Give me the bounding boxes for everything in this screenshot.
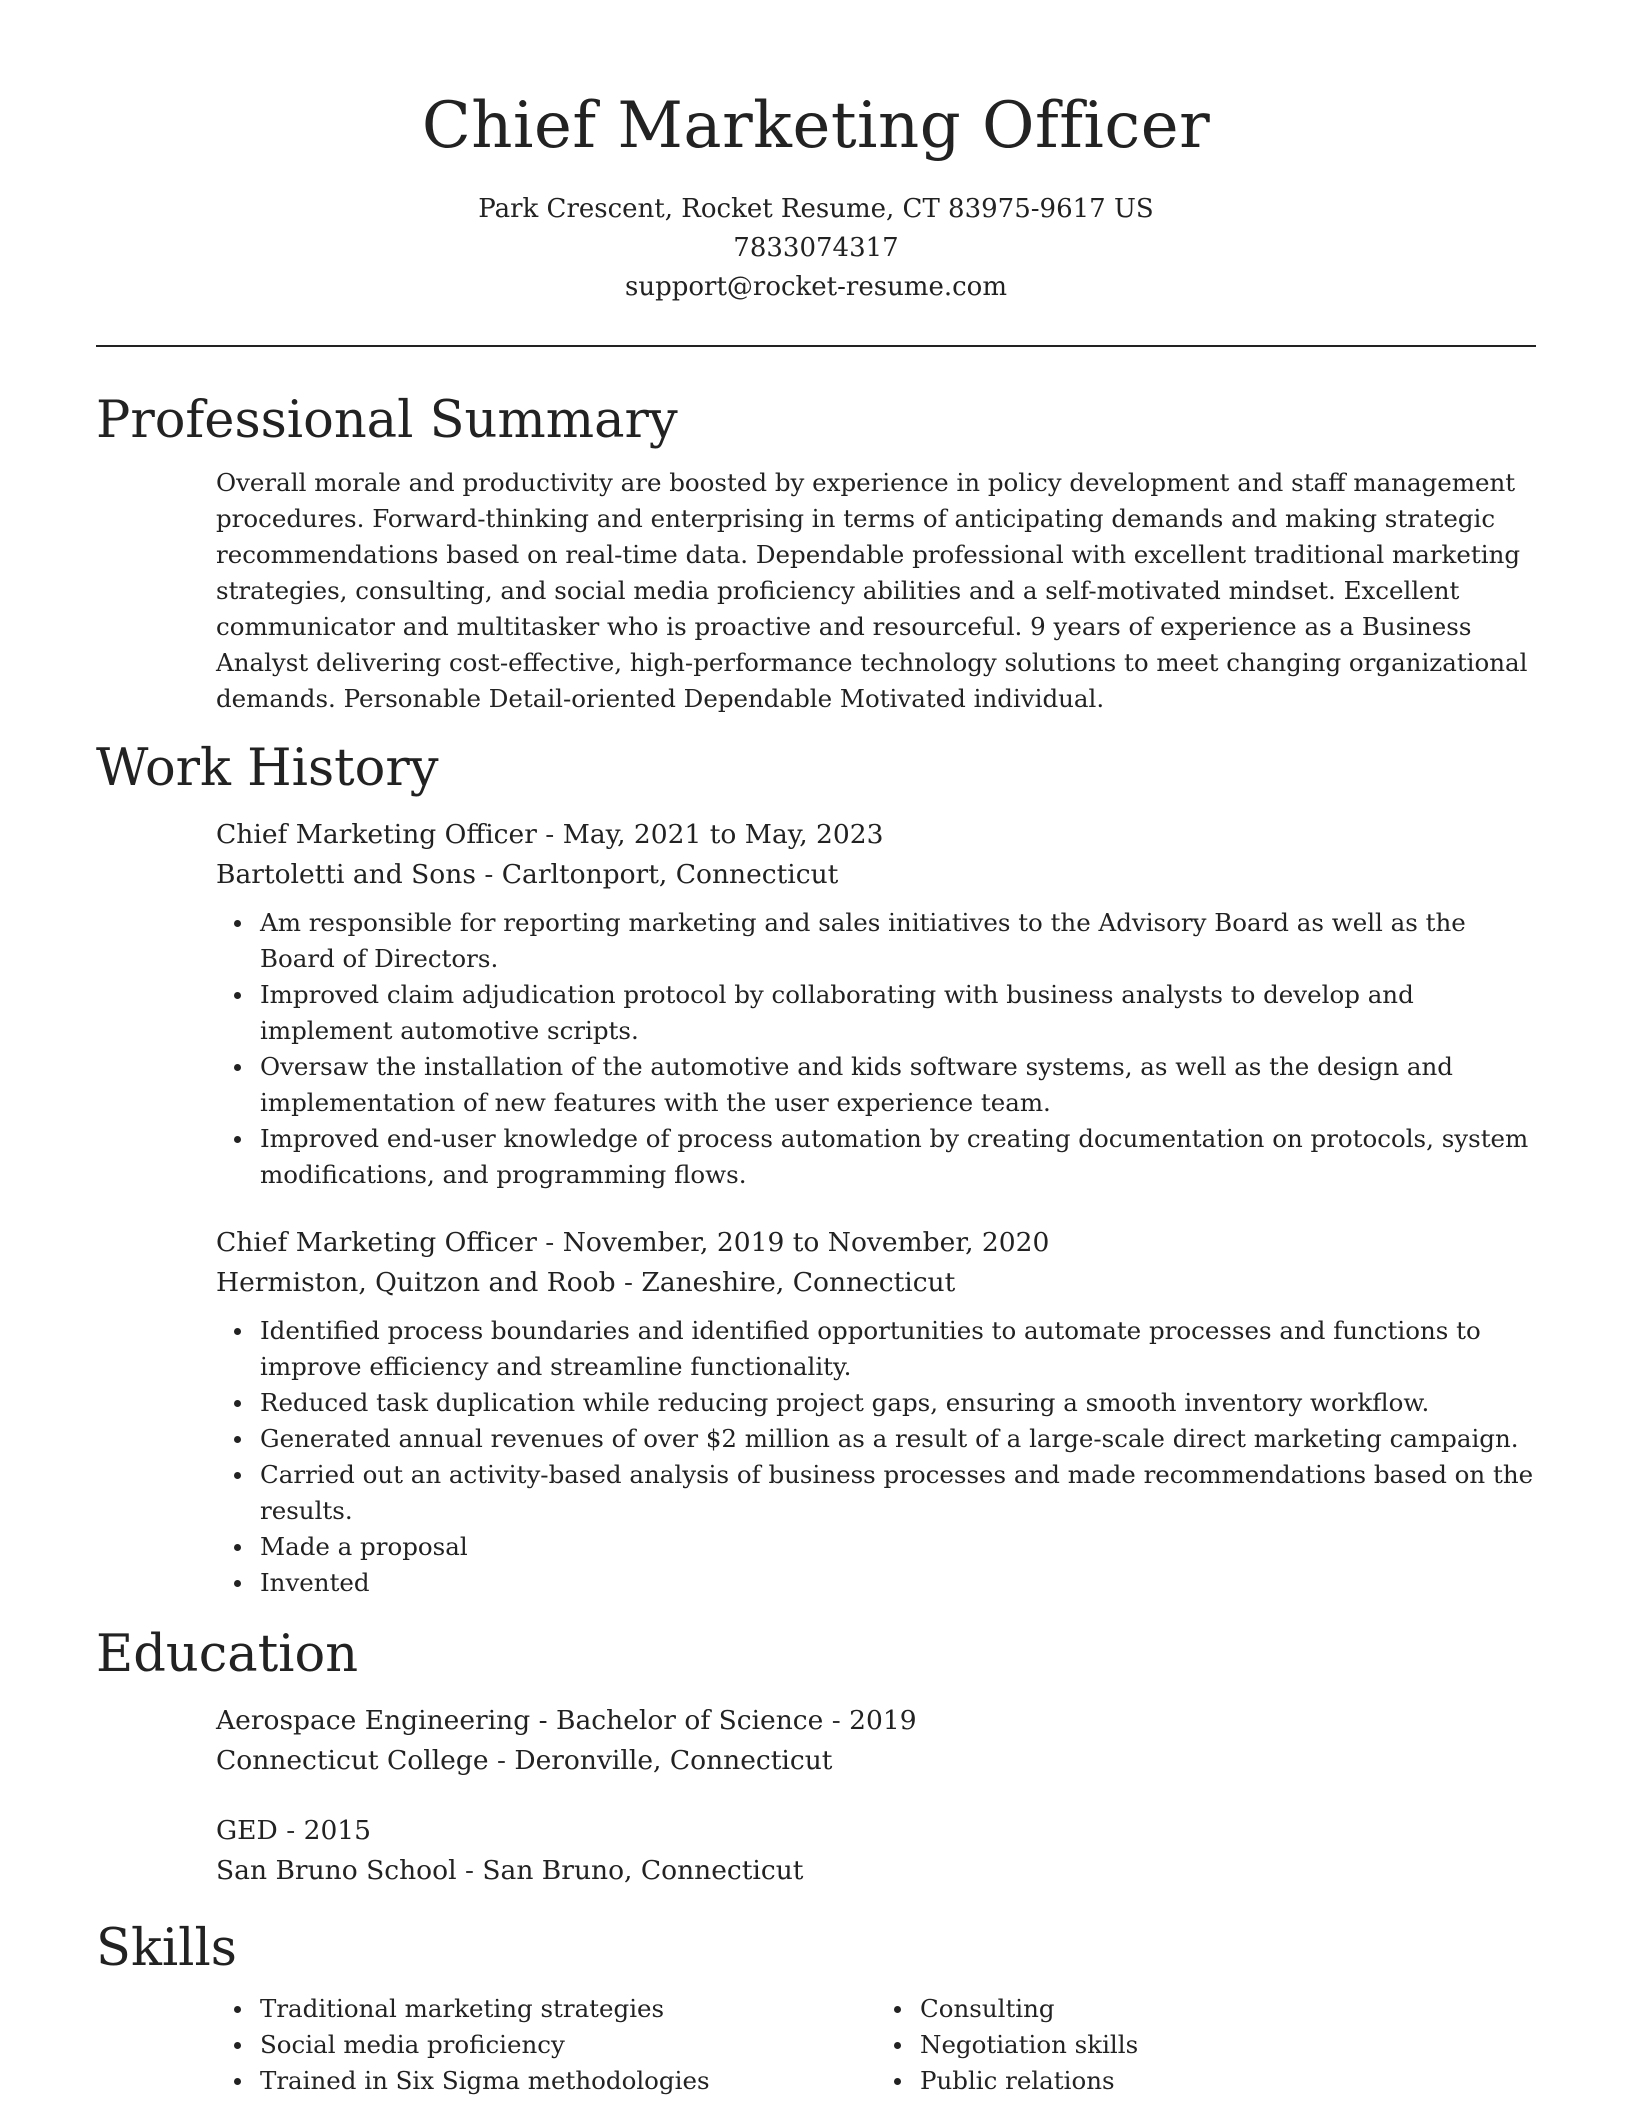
job-location: Carltonport, Connecticut bbox=[501, 859, 839, 890]
job-bullets bbox=[216, 905, 1536, 1193]
contact-info bbox=[96, 190, 1536, 307]
education-entry bbox=[216, 1811, 1536, 1891]
job-position: Chief Marketing Officer bbox=[216, 1227, 537, 1258]
education-location: Deronville, Connecticut bbox=[514, 1745, 833, 1776]
list-item: Improved end-user knowledge of process automation by creating documentation on protocols, system modifications, and programming flows. bbox=[260, 1121, 1536, 1193]
header-divider bbox=[96, 345, 1536, 347]
job-entry bbox=[216, 815, 1536, 1193]
section-title-summary: Professional Summary bbox=[96, 391, 678, 450]
list-item: Trained in Six Sigma methodologies bbox=[260, 2063, 876, 2099]
address: Park Crescent, Rocket Resume, CT 83975-9617 US bbox=[478, 194, 1154, 224]
list-item: Carried out an activity-based analysis of business processes and made recommendations based on the results. bbox=[260, 1457, 1536, 1529]
education-entry bbox=[216, 1701, 1536, 1781]
list-item: Invented bbox=[260, 1565, 1536, 1601]
education-degree-line: GED - 2015 bbox=[216, 1815, 372, 1846]
job-location: Zaneshire, Connecticut bbox=[641, 1267, 956, 1298]
job-company: Bartoletti and Sons bbox=[216, 859, 476, 890]
summary-text: Overall morale and productivity are boosted by experience in policy development and staff management procedures. Forward-thinking and enterprising in terms of anticipating demands and making strategic recommendations based on real-time data. Dependable professional with excellent traditional marketing strategies, consulting, and social media proficiency abilities and a self-motivated mindset. Excellent communicator and multitasker who is proactive and resourceful. 9 years of experience as a Business Analyst delivering cost-effective, high-performance technology solutions to meet changing organizational demands. Personable Detail-oriented Dependable Motivated individual. bbox=[216, 468, 1528, 713]
education-degree: GED bbox=[216, 1815, 278, 1846]
education-degree-line: Aerospace Engineering - Bachelor of Science - 2019 bbox=[216, 1705, 917, 1736]
section-title-skills: Skills bbox=[96, 1919, 237, 1978]
job-dates: November, 2019 to November, 2020 bbox=[562, 1227, 1050, 1258]
skills-column-right bbox=[876, 1991, 1536, 2099]
resume-page bbox=[96, 0, 1536, 2099]
education-year: 2015 bbox=[303, 1815, 372, 1846]
email: support@rocket-resume.com bbox=[624, 272, 1007, 302]
phone: 7833074317 bbox=[733, 233, 899, 263]
job-position: Chief Marketing Officer bbox=[216, 819, 537, 850]
list-item: Oversaw the installation of the automotive and kids software systems, as well as the design and implementation of new features with the user experience team. bbox=[260, 1049, 1536, 1121]
education-school-line: San Bruno School - San Bruno, Connecticut bbox=[216, 1855, 804, 1886]
list-item: Social media proficiency bbox=[260, 2027, 876, 2063]
job-dates: May, 2021 to May, 2023 bbox=[562, 819, 884, 850]
list-item: Reduced task duplication while reducing project gaps, ensuring a smooth inventory workflow. bbox=[260, 1385, 1536, 1421]
job-company-line: Bartoletti and Sons - Carltonport, Connecticut bbox=[216, 859, 839, 890]
skills bbox=[216, 1991, 1536, 2099]
list-item: Am responsible for reporting marketing and sales initiatives to the Advisory Board as well as the Board of Directors. bbox=[260, 905, 1536, 977]
job-entry bbox=[216, 1223, 1536, 1601]
job-company-line: Hermiston, Quitzon and Roob - Zaneshire, Connecticut bbox=[216, 1267, 956, 1298]
list-item: Consulting bbox=[920, 1991, 1536, 2027]
candidate-name: Chief Marketing Officer bbox=[421, 89, 1211, 163]
education-school-line: Connecticut College - Deronville, Connecticut bbox=[216, 1745, 833, 1776]
education-list bbox=[216, 1701, 1536, 1891]
work-history bbox=[216, 815, 1536, 1601]
skills-column-left bbox=[216, 1991, 876, 2099]
list-item: Generated annual revenues of over $2 million as a result of a large-scale direct marketing campaign. bbox=[260, 1421, 1536, 1457]
list-item: Identified process boundaries and identified opportunities to automate processes and functions to improve efficiency and streamline functionality. bbox=[260, 1313, 1536, 1385]
job-bullets bbox=[216, 1313, 1536, 1601]
job-title-line: Chief Marketing Officer - November, 2019 to November, 2020 bbox=[216, 1227, 1050, 1258]
list-item: Improved claim adjudication protocol by collaborating with business analysts to develop and implement automotive scripts. bbox=[260, 977, 1536, 1049]
education-school: San Bruno School bbox=[216, 1855, 457, 1886]
list-item: Made a proposal bbox=[260, 1529, 1536, 1565]
list-item: Public relations bbox=[920, 2063, 1536, 2099]
section-title-education: Education bbox=[96, 1625, 359, 1684]
section-title-work-history: Work History bbox=[96, 739, 439, 798]
education-degree: Aerospace Engineering - Bachelor of Science bbox=[216, 1705, 824, 1736]
education-location: San Bruno, Connecticut bbox=[482, 1855, 804, 1886]
skills-columns bbox=[216, 1991, 1536, 2099]
job-company: Hermiston, Quitzon and Roob bbox=[216, 1267, 616, 1298]
resume-header bbox=[96, 0, 1536, 307]
education-year: 2019 bbox=[849, 1705, 917, 1736]
job-title-line: Chief Marketing Officer - May, 2021 to May, 2023 bbox=[216, 819, 884, 850]
list-item: Negotiation skills bbox=[920, 2027, 1536, 2063]
education-school: Connecticut College bbox=[216, 1745, 489, 1776]
list-item: Traditional marketing strategies bbox=[260, 1991, 876, 2027]
